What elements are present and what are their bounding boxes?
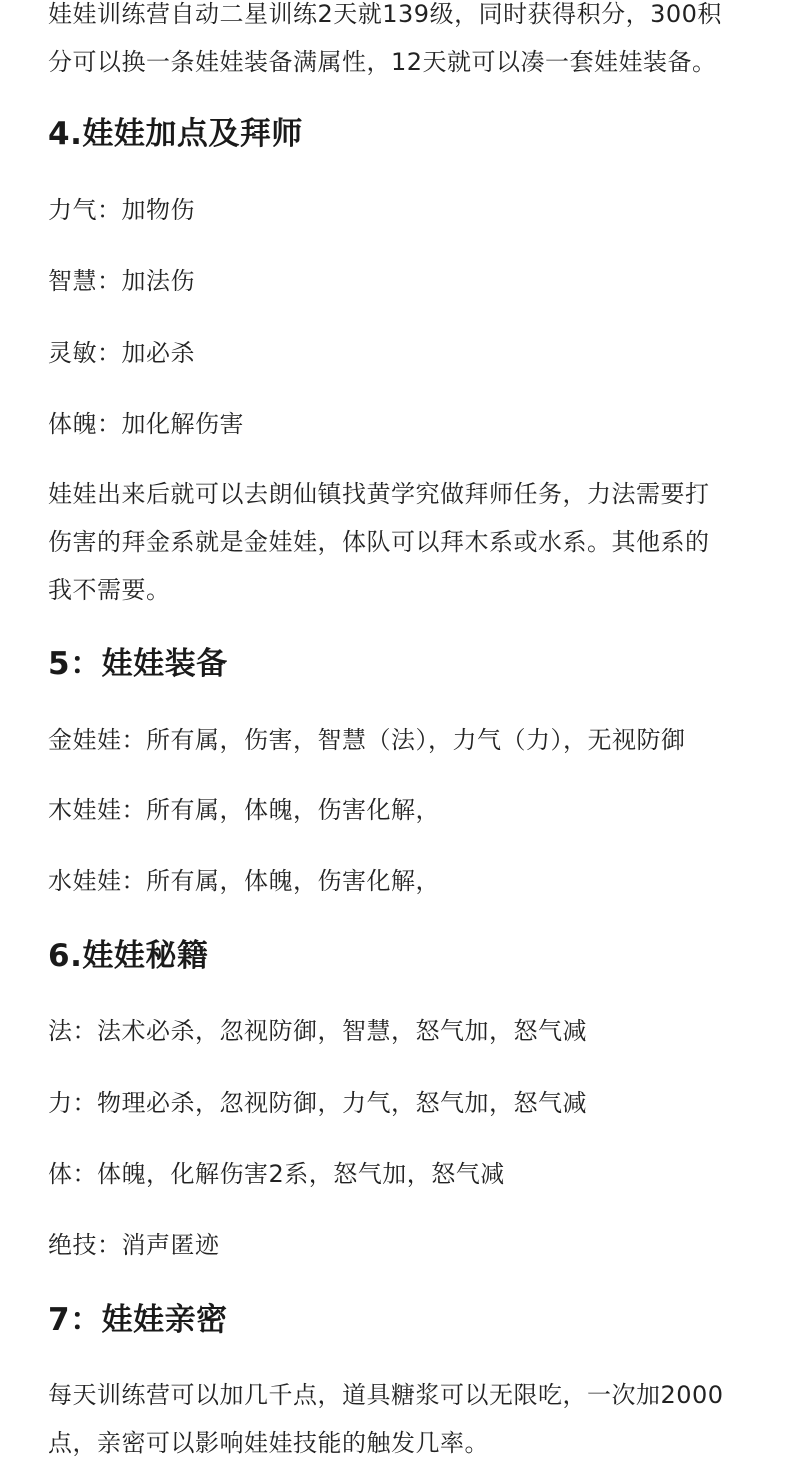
text-line: 点，亲密可以影响娃娃技能的触发几率。 — [48, 1429, 489, 1457]
section7-paragraph — [48, 1371, 760, 1467]
list-item: 金娃娃：所有属，伤害，智慧（法），力气（力），无视防御 — [48, 726, 686, 754]
text-line: 每天训练营可以加几千点，道具糖浆可以无限吃，一次加2000 — [48, 1381, 724, 1409]
section-heading-6: 6.娃娃秘籍 — [48, 938, 209, 974]
list-item: 木娃娃：所有属，体魄，伤害化解， — [48, 796, 440, 824]
section-heading-5: 5：娃娃装备 — [48, 646, 228, 682]
list-item: 体：体魄，化解伤害2系，怒气加，怒气减 — [48, 1160, 505, 1188]
list-item: 法：法术必杀，忽视防御，智慧，怒气加，怒气减 — [48, 1017, 587, 1045]
list-item: 智慧：加法伤 — [48, 267, 195, 295]
text-line: 分可以换一条娃娃装备满属性，12天就可以凑一套娃娃装备。 — [48, 48, 717, 76]
list-item: 力气：加物伤 — [48, 196, 195, 224]
section-heading-4: 4.娃娃加点及拜师 — [48, 116, 303, 152]
list-item: 体魄：加化解伤害 — [48, 410, 244, 438]
text-line: 娃娃训练营自动二星训练2天就139级，同时获得积分，300积 — [48, 0, 722, 28]
section-heading-7: 7：娃娃亲密 — [48, 1302, 228, 1338]
text-line: 娃娃出来后就可以去朗仙镇找黄学究做拜师任务，力法需要打 — [48, 480, 710, 508]
text-line: 我不需要。 — [48, 576, 171, 604]
list-item: 水娃娃：所有属，体魄，伤害化解， — [48, 867, 440, 895]
section4-paragraph — [48, 470, 760, 614]
intro-paragraph — [48, 0, 760, 86]
list-item: 力：物理必杀，忽视防御，力气，怒气加，怒气减 — [48, 1089, 587, 1117]
text-line: 伤害的拜金系就是金娃娃，体队可以拜木系或水系。其他系的 — [48, 528, 710, 556]
list-item: 绝技：消声匿迹 — [48, 1231, 220, 1259]
list-item: 灵敏：加必杀 — [48, 339, 195, 367]
